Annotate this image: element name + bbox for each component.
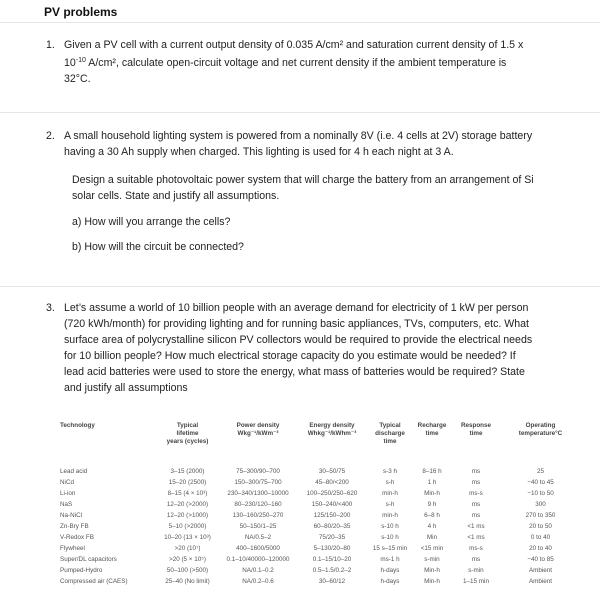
problem-text-segment: A/cm², calculate open-circuit voltage and net current density if the ambient temperature is xyxy=(85,57,507,69)
table-row xyxy=(60,501,580,512)
table-cell: s-10 h xyxy=(381,523,399,530)
table-body xyxy=(60,468,580,589)
table-cell: 10–20 (13 × 10³) xyxy=(164,534,211,541)
table-cell: 150–300/75–700 xyxy=(234,479,282,486)
table-cell: s-h xyxy=(385,501,395,508)
table-cell: 75–300/90–700 xyxy=(236,468,280,475)
divider xyxy=(0,286,600,287)
table-cell: 60–80/20–35 xyxy=(313,523,351,530)
table-cell: NA/0.5–2 xyxy=(244,534,272,541)
problem-number: 3. xyxy=(46,302,55,314)
table-header-row xyxy=(60,422,580,456)
table-row xyxy=(60,556,580,567)
table-cell: −10 to 50 xyxy=(527,490,554,497)
table-cell: 6–8 h xyxy=(424,512,440,519)
table-cell: NA/0.2–0.6 xyxy=(242,578,274,585)
table-cell: <1 ms xyxy=(467,523,485,530)
problem-text-line: surface area of polycrystalline silicon PV collectors would be required to provide the electrical needs xyxy=(64,334,533,346)
table-cell: 75/20–35 xyxy=(318,534,346,541)
column-header: Typical lifetime years (cycles) xyxy=(166,422,209,445)
table-cell: >20 (5 × 10⁵) xyxy=(169,556,206,563)
divider xyxy=(0,112,600,113)
table-row xyxy=(60,523,580,534)
problem-text-line xyxy=(64,53,566,71)
table-cell: 25–40 (No limit) xyxy=(165,578,210,585)
problem-text-line: solar cells. State and justify all assumptions. xyxy=(72,190,280,202)
table-cell: 30–50/75 xyxy=(318,468,346,475)
table-cell: ms xyxy=(471,556,481,563)
table-cell: >20 (10⁷) xyxy=(174,545,201,552)
table-cell: h-days xyxy=(380,578,400,585)
table-cell: ms-s xyxy=(469,490,483,497)
table-cell: 0.5–1.5/0.2–2 xyxy=(312,567,352,574)
table-cell: 0 to 40 xyxy=(530,534,551,541)
table-cell: 50–150/1–25 xyxy=(239,523,277,530)
table-cell: 1 h xyxy=(427,479,437,486)
table-cell: ms xyxy=(471,479,481,486)
table-cell: 0.1–10/40000–120000 xyxy=(226,556,290,563)
problem-text-line: Let’s assume a world of 10 billion people with an average demand for electricity of 1 kW per person xyxy=(64,302,529,314)
column-header: Energy density Whkg⁻¹/kWhm⁻³ xyxy=(307,422,357,437)
problem-text-line: A small household lighting system is powered from a nominally 8V (i.e. 4 cells at 2V) storage battery xyxy=(64,130,533,142)
table-cell: 12–20 (>2000) xyxy=(166,501,209,508)
table-cell: Ambient xyxy=(528,567,553,574)
table-cell: <1 ms xyxy=(467,534,485,541)
table-row xyxy=(60,468,580,479)
table-cell: NiCd xyxy=(60,479,74,486)
table-cell: Min-h xyxy=(424,490,440,497)
table-cell: 50–100 (>500) xyxy=(166,567,209,574)
storage-technology-table xyxy=(60,422,580,589)
table-cell: V-Redox FB xyxy=(60,534,94,541)
table-cell: h-days xyxy=(380,567,400,574)
column-header: Response time xyxy=(460,422,492,437)
table-cell: NaS xyxy=(60,501,73,508)
table-cell: s-3 h xyxy=(383,468,397,475)
problem-text-line: 32°C. xyxy=(64,73,91,85)
table-cell: 9 h xyxy=(427,501,437,508)
table-cell: 270 to 350 xyxy=(525,512,556,519)
table-cell: −40 to 85 xyxy=(527,556,554,563)
problem-number: 2. xyxy=(46,130,55,142)
table-cell: 15–20 (2500) xyxy=(168,479,207,486)
table-cell: 45–80/<200 xyxy=(315,479,349,486)
table-cell: 8–15 (4 × 10³) xyxy=(167,490,208,497)
problem-text-line: (720 kWh/month) for providing lighting and for running basic appliances, TVs, computers, etc. What xyxy=(64,318,529,330)
table-cell: Flywheel xyxy=(60,545,85,552)
table-cell: s-min xyxy=(468,567,484,574)
table-row xyxy=(60,490,580,501)
table-cell: s-10 h xyxy=(381,534,399,541)
table-row xyxy=(60,534,580,545)
table-row xyxy=(60,512,580,523)
table-cell: −40 to 45 xyxy=(527,479,554,486)
column-header: Recharge time xyxy=(417,422,447,437)
exponent-base: 10 xyxy=(64,57,76,69)
problem-2 xyxy=(46,128,566,255)
table-cell: 1–15 min xyxy=(463,578,489,585)
table-cell: 30–60/12 xyxy=(318,578,346,585)
table-row xyxy=(60,567,580,578)
table-row xyxy=(60,479,580,490)
problem-1 xyxy=(46,37,566,87)
column-header: Operating temperature°C xyxy=(518,422,563,437)
table-cell: Super/DL capacitors xyxy=(60,556,117,563)
table-cell: ms-s xyxy=(469,545,483,552)
table-cell: 15 s–15 min xyxy=(372,545,408,552)
table-row xyxy=(60,545,580,556)
table-cell: NA/0.1–0.2 xyxy=(242,567,274,574)
table-cell: 150–240/<400 xyxy=(311,501,353,508)
table-cell: Min-h xyxy=(424,567,440,574)
table-cell: <15 min xyxy=(420,545,444,552)
table-cell: 5–130/20–80 xyxy=(313,545,351,552)
table-cell: 20 to 50 xyxy=(529,523,552,530)
column-header: Typical discharge time xyxy=(375,422,405,445)
table-cell: s-h xyxy=(385,479,395,486)
table-cell: Ambient xyxy=(528,578,553,585)
table-cell: Lead acid xyxy=(60,468,88,475)
table-cell: s-min xyxy=(424,556,440,563)
table-cell: Li-ion xyxy=(60,490,76,497)
design-task xyxy=(72,172,566,204)
sub-question-b: b) How will the circuit be connected? xyxy=(72,241,244,253)
table-cell: 20 to 40 xyxy=(529,545,552,552)
table-cell: 80–230/120–160 xyxy=(234,501,282,508)
problem-number: 1. xyxy=(46,39,55,51)
page-title: PV problems xyxy=(44,5,118,19)
table-cell: 3–15 (2000) xyxy=(170,468,205,475)
exponent: -10 xyxy=(75,57,86,64)
table-cell: Zn-Bry FB xyxy=(60,523,89,530)
problem-text-line: Design a suitable photovoltaic power system that will charge the battery from an arrangement of Si xyxy=(72,174,534,186)
table-cell: 400–1600/5000 xyxy=(236,545,280,552)
table-cell: Na-NiCl xyxy=(60,512,83,519)
table-cell: 5–10 (>2000) xyxy=(168,523,207,530)
column-header: Technology xyxy=(60,422,95,429)
table-cell: 130–160/250–270 xyxy=(232,512,284,519)
problem-text-line: having a 30 Ah supply when charged. This lighting is used for 4 h each night at 3 A. xyxy=(64,146,454,158)
table-cell: Min xyxy=(426,534,438,541)
table-cell: Min-h xyxy=(424,578,440,585)
table-cell: ms xyxy=(471,512,481,519)
table-cell: 8–16 h xyxy=(422,468,442,475)
table-cell: 4 h xyxy=(427,523,437,530)
problem-3 xyxy=(46,300,566,396)
table-cell: min-h xyxy=(382,512,398,519)
table-cell: 25 xyxy=(536,468,544,475)
table-row xyxy=(60,578,580,589)
table-cell: ms-1 h xyxy=(380,556,400,563)
sub-question-a: a) How will you arrange the cells? xyxy=(72,216,231,228)
table-cell: Compressed air (CAES) xyxy=(60,578,128,585)
divider xyxy=(0,22,600,23)
table-cell: 12–20 (>1000) xyxy=(166,512,209,519)
table-cell: ms xyxy=(471,468,481,475)
table-cell: 0.1–15/10–20 xyxy=(312,556,352,563)
table-cell: Pumped-Hydro xyxy=(60,567,103,574)
problem-text-line: for 10 billion people? How much electrical storage capacity do you estimate would be needed? If xyxy=(64,350,516,362)
table-cell: 125/150–200 xyxy=(313,512,351,519)
column-header: Power density Wkg⁻¹/kWm⁻³ xyxy=(236,422,280,437)
table-cell: min-h xyxy=(382,490,398,497)
table-cell: 300 xyxy=(535,501,546,508)
problem-text-line: and justify all assumptions xyxy=(64,382,188,394)
table-cell: 100–250/250–620 xyxy=(306,490,358,497)
table-cell: 230–340/1300–10000 xyxy=(227,490,289,497)
problem-text-line: lead acid batteries were used to store the energy, what mass of batteries would be required? State xyxy=(64,366,525,378)
problem-text-line: Given a PV cell with a current output density of 0.035 A/cm² and saturation current density of 1.5 x xyxy=(64,39,524,51)
table-cell: ms xyxy=(471,501,481,508)
